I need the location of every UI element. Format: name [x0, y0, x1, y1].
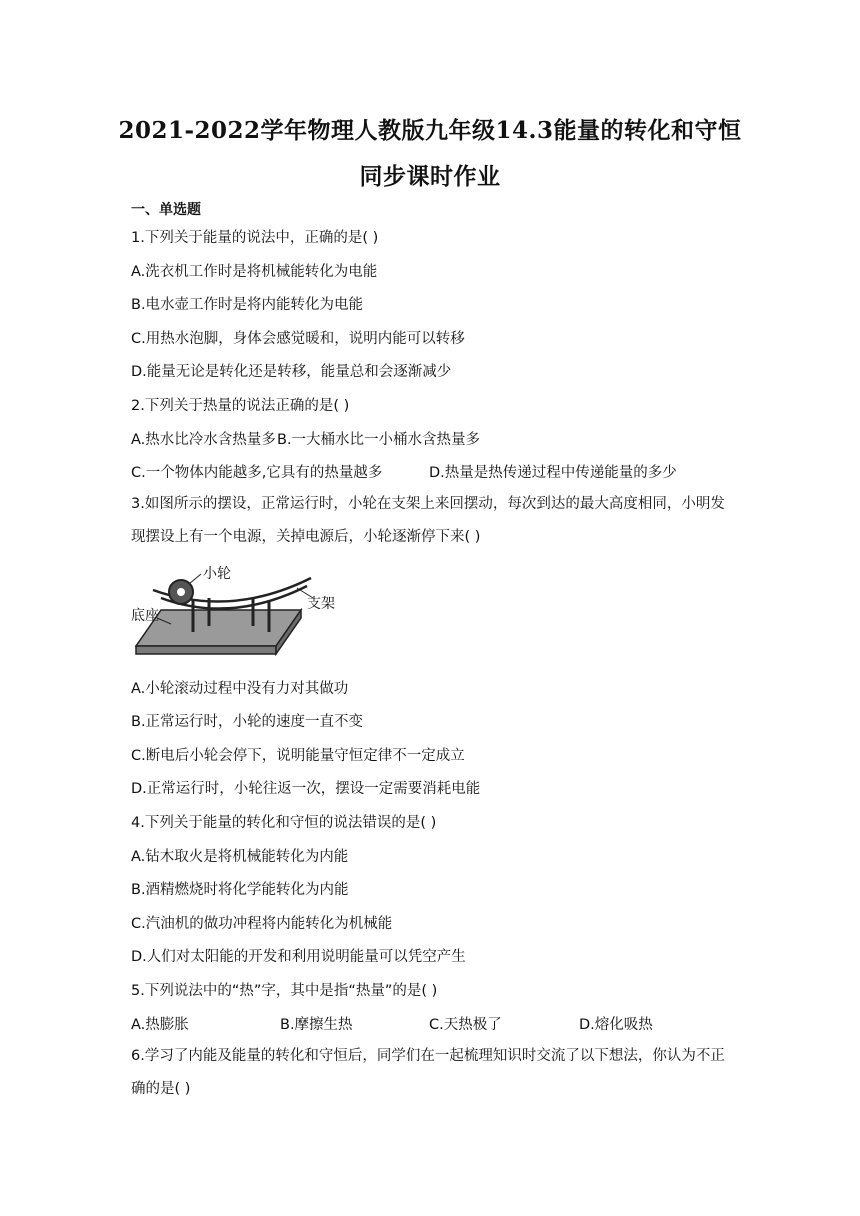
question-1-option-c: C.用热水泡脚，身体会感觉暖和，说明内能可以转移 [131, 331, 465, 347]
pendulum-figure [131, 562, 349, 662]
document-title-line1: 2021-2022学年物理人教版九年级14.3能量的转化和守恒 [118, 117, 742, 144]
question-6-stem: 6.学习了内能及能量的转化和守恒后，同学们在一起梳理知识时交流了以下想法，你认为不正确的是( ) [131, 1048, 725, 1097]
question-3-stem: 3.如图所示的摆设，正常运行时，小轮在支架上来回摆动，每次到达的最大高度相同，小明发现摆设上有一个电源，关掉电源后，小轮逐渐停下来( ) [131, 496, 725, 545]
question-5-option-b: B.摩擦生热 [280, 1017, 353, 1033]
figure-label-wheel: 小轮 [203, 566, 231, 582]
question-5-option-d: D.熔化吸热 [579, 1017, 653, 1033]
question-2-option-a: A.热水比冷水含热量多 [131, 432, 276, 448]
question-2-option-c: C.一个物体内能越多,它具有的热量越多 [131, 465, 383, 481]
question-4-option-c: C.汽油机的做功冲程将内能转化为机械能 [131, 916, 393, 932]
figure-label-support: 支架 [307, 596, 335, 612]
question-3-option-d: D.正常运行时，小轮往返一次，摆设一定需要消耗电能 [131, 781, 481, 797]
question-1-option-b: B.电水壶工作时是将内能转化为电能 [131, 297, 364, 313]
figure-label-base: 底座 [131, 608, 159, 624]
question-2-option-b: B.一大桶水比一小桶水含热量多 [277, 432, 481, 448]
question-2-option-d: D.热量是热传递过程中传递能量的多少 [429, 465, 677, 481]
question-1-option-a: A.洗衣机工作时是将机械能转化为电能 [131, 264, 378, 280]
question-4-option-a: A.钻木取火是将机械能转化为内能 [131, 849, 349, 865]
document-title-line2: 同步课时作业 [359, 163, 501, 190]
question-4-stem: 4.下列关于能量的转化和守恒的说法错误的是( ) [131, 815, 437, 831]
question-4-option-b: B.酒精燃烧时将化学能转化为内能 [131, 882, 349, 898]
question-5-option-c: C.天热极了 [429, 1017, 502, 1033]
question-3-option-c: C.断电后小轮会停下，说明能量守恒定律不一定成立 [131, 748, 465, 764]
question-5-option-a: A.热膨胀 [131, 1017, 189, 1033]
question-3-option-b: B.正常运行时，小轮的速度一直不变 [131, 714, 364, 730]
question-3-option-a: A.小轮滚动过程中没有力对其做功 [131, 681, 349, 697]
question-1-stem: 1.下列关于能量的说法中，正确的是( ) [131, 230, 379, 246]
question-2-stem: 2.下列关于热量的说法正确的是( ) [131, 398, 350, 414]
question-4-option-d: D.人们对太阳能的开发和利用说明能量可以凭空产生 [131, 949, 466, 965]
question-1-option-d: D.能量无论是转化还是转移，能量总和会逐渐减少 [131, 364, 452, 380]
section-heading: 一、单选题 [131, 202, 201, 218]
question-5-stem: 5.下列说法中的“热”字，其中是指“热量”的是( ) [131, 983, 438, 999]
